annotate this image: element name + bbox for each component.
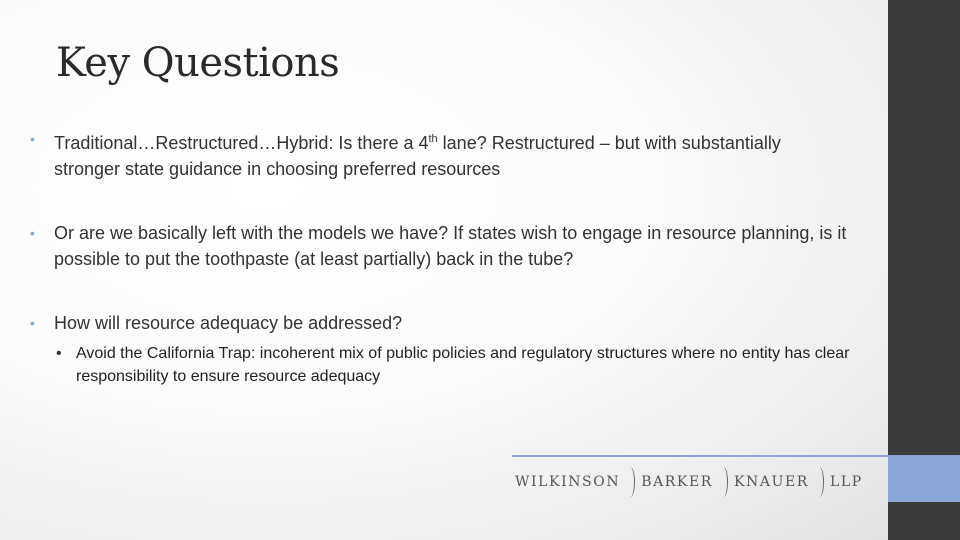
- logo-word-knauer: KNAUER: [733, 474, 809, 490]
- sub-bullet-item: [54, 342, 876, 388]
- logo-separator: [719, 467, 728, 497]
- logo-separator: [626, 467, 635, 497]
- firm-logo: [515, 466, 863, 498]
- bullet-icon: •: [56, 345, 62, 362]
- bullet-item: [30, 310, 850, 336]
- logo-word-llp: LLP: [829, 474, 863, 490]
- bullet-icon: •: [30, 131, 35, 147]
- bullet-text: Traditional…Restructured…Hybrid: Is there a 4th lane? Restructured – but with substantially stronger state guidance in choosing preferred resources: [54, 133, 781, 179]
- bullet-item: [30, 220, 850, 272]
- bullet-list: [30, 126, 850, 388]
- bullet-icon: •: [30, 225, 35, 241]
- slide-title: Key Questions: [56, 40, 340, 86]
- logo-divider: [512, 455, 888, 457]
- right-bar-accent: [888, 455, 960, 502]
- bullet-text: Or are we basically left with the models we have? If states wish to engage in resource planning, is it possible to put the toothpaste (at least partially) back in the tube?: [54, 223, 847, 269]
- bullet-item: [30, 126, 850, 182]
- sub-bullet-text: Avoid the California Trap: incoherent mix of public policies and regulatory structures where no entity has clear responsibility to ensure resource adequacy: [76, 345, 850, 385]
- logo-separator: [815, 467, 824, 497]
- bullet-text: How will resource adequacy be addressed?: [54, 313, 403, 333]
- right-side-bar: [888, 0, 960, 540]
- logo-word-wilkinson: WILKINSON: [515, 474, 621, 490]
- bullet-icon: •: [30, 315, 35, 331]
- logo-word-barker: BARKER: [641, 474, 713, 490]
